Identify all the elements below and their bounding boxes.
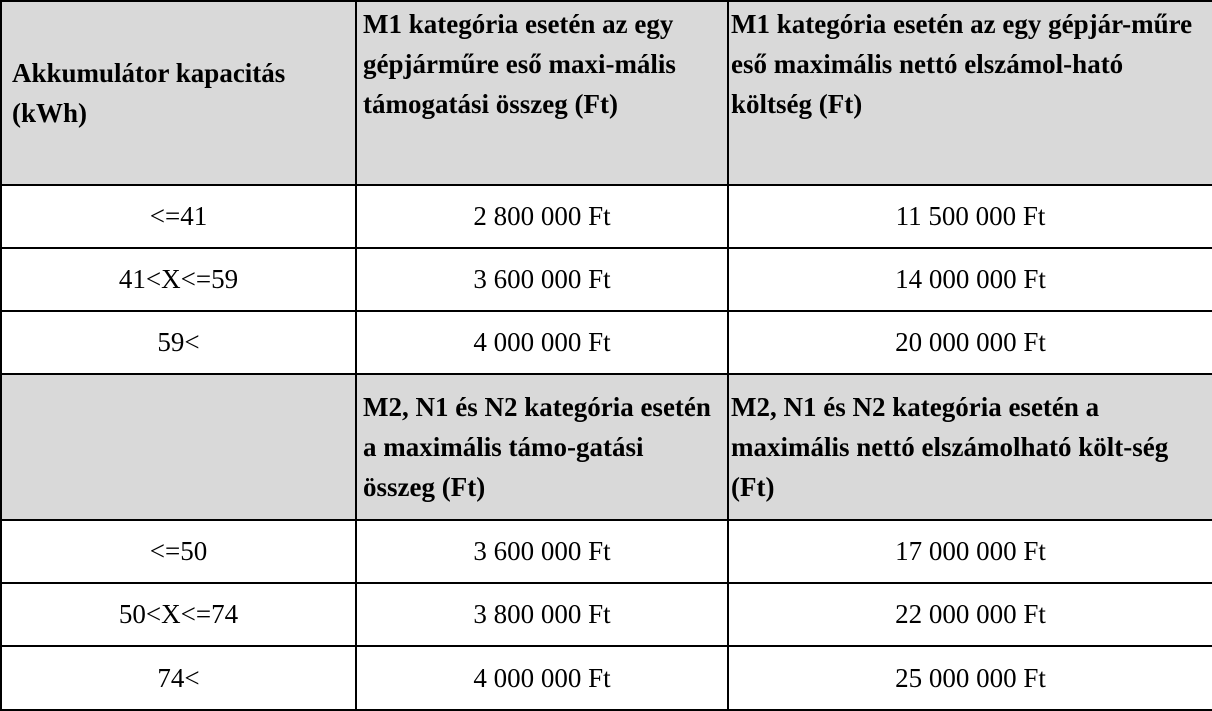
header-capacity: Akkumulátor kapacitás (kWh) <box>1 1 356 185</box>
header-blank <box>1 374 356 520</box>
table-row <box>1 311 1212 374</box>
max-cost-cell: 22 000 000 Ft <box>728 583 1212 646</box>
capacity-cell: 41<X<=59 <box>1 248 356 311</box>
max-cost-cell: 25 000 000 Ft <box>728 646 1212 710</box>
header-m2-max-cost: M2, N1 és N2 kategória esetén a maximális nettó elszámolható költ-ség (Ft) <box>728 374 1212 520</box>
table-row <box>1 185 1212 248</box>
table-row <box>1 248 1212 311</box>
header-row-m2-n1-n2 <box>1 374 1212 520</box>
max-support-cell: 3 600 000 Ft <box>356 520 728 583</box>
header-row-m1 <box>1 1 1212 185</box>
header-m1-max-support: M1 kategória esetén az egy gépjárműre eső maxi-mális támogatási összeg (Ft) <box>356 1 728 185</box>
max-support-cell: 2 800 000 Ft <box>356 185 728 248</box>
capacity-cell: 50<X<=74 <box>1 583 356 646</box>
table-row <box>1 583 1212 646</box>
max-cost-cell: 11 500 000 Ft <box>728 185 1212 248</box>
max-support-cell: 3 800 000 Ft <box>356 583 728 646</box>
max-support-cell: 4 000 000 Ft <box>356 311 728 374</box>
max-cost-cell: 14 000 000 Ft <box>728 248 1212 311</box>
capacity-cell: <=41 <box>1 185 356 248</box>
header-m2-max-support: M2, N1 és N2 kategória esetén a maximális támo-gatási összeg (Ft) <box>356 374 728 520</box>
max-cost-cell: 17 000 000 Ft <box>728 520 1212 583</box>
table-row <box>1 646 1212 710</box>
capacity-cell: <=50 <box>1 520 356 583</box>
max-support-cell: 4 000 000 Ft <box>356 646 728 710</box>
table-row <box>1 520 1212 583</box>
header-m1-max-cost: M1 kategória esetén az egy gépjár-műre eső maximális nettó elszámol-ható költség (Ft) <box>728 1 1212 185</box>
max-cost-cell: 20 000 000 Ft <box>728 311 1212 374</box>
max-support-cell: 3 600 000 Ft <box>356 248 728 311</box>
capacity-cell: 74< <box>1 646 356 710</box>
capacity-cell: 59< <box>1 311 356 374</box>
